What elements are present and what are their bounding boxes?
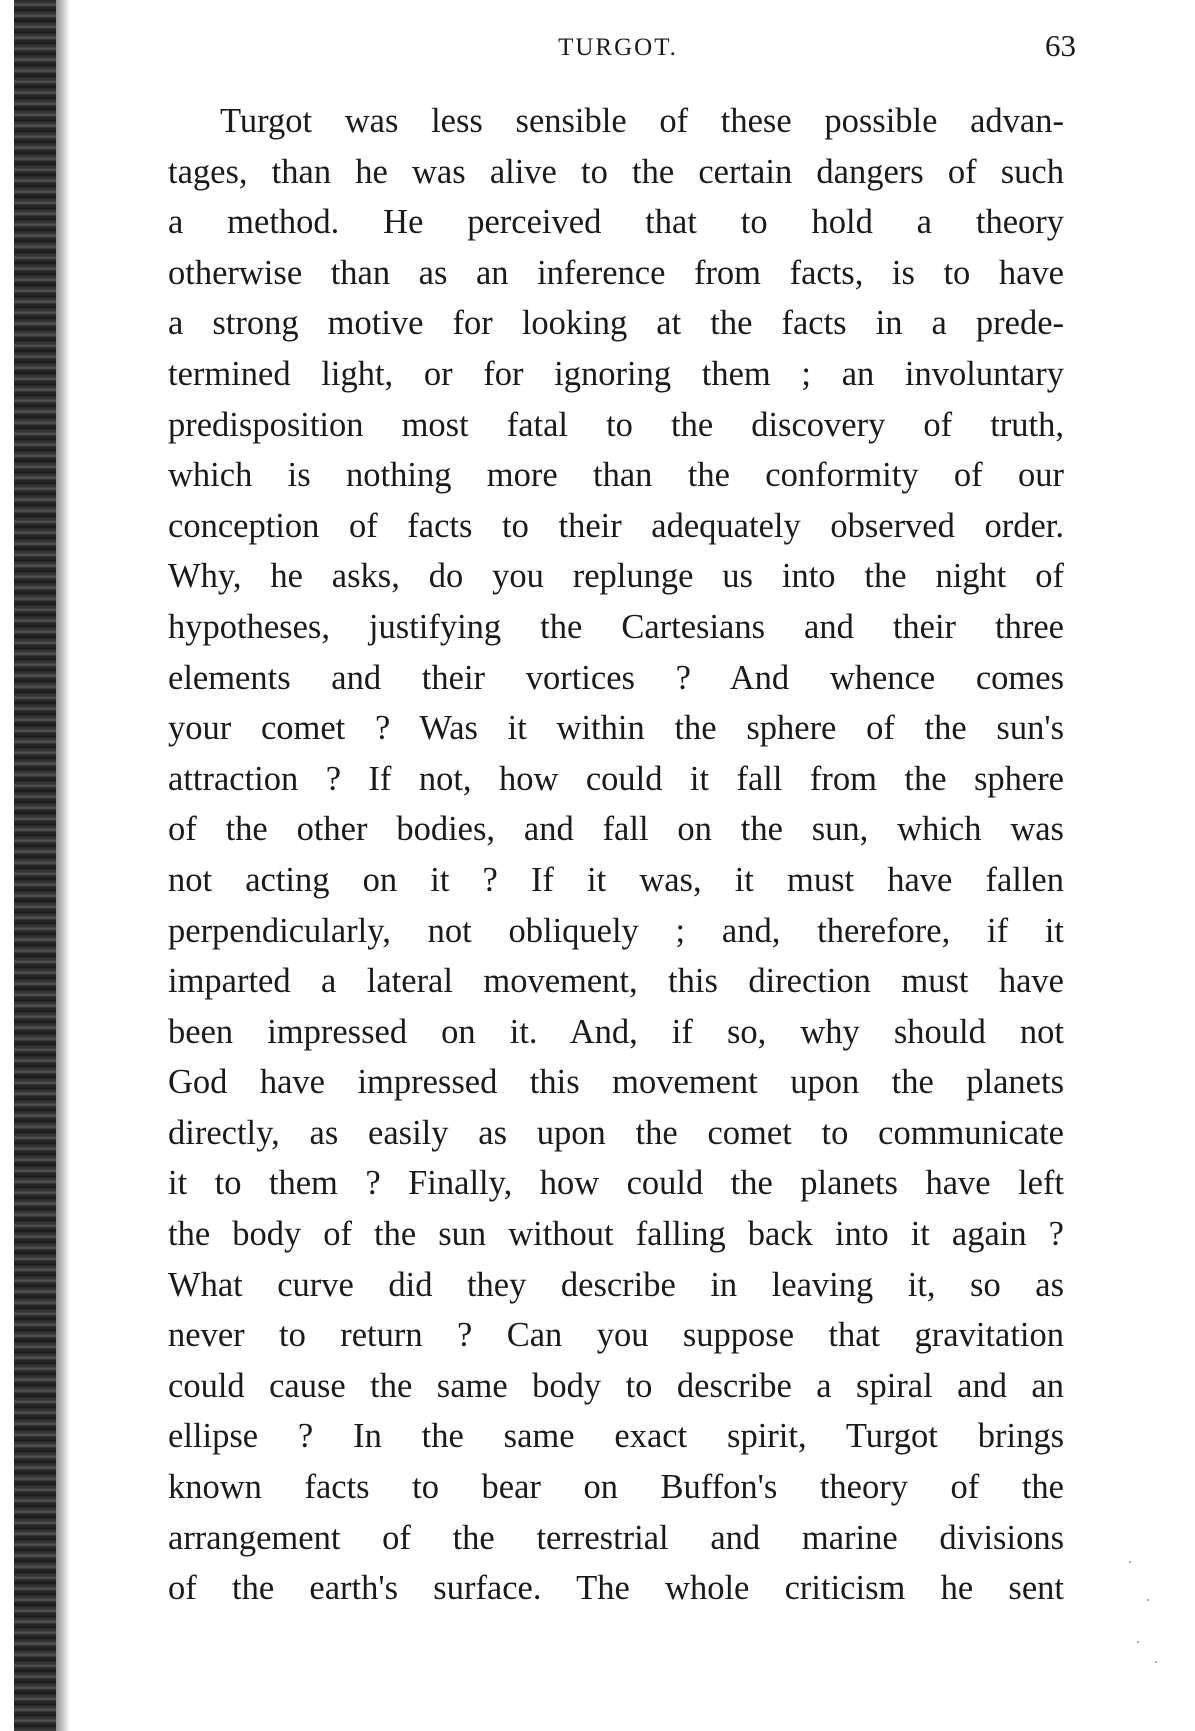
- text-line: directly, as easily as upon the comet to communicate: [168, 1113, 1064, 1152]
- body-text: [168, 96, 1064, 1614]
- text-line: imparted a lateral movement, this direction must have: [168, 962, 1064, 1001]
- text-line: of the earth's surface. The whole criticism he sent: [168, 1569, 1064, 1608]
- text-line: attraction ? If not, how could it fall from the sphere: [168, 759, 1064, 798]
- text-line: a strong motive for looking at the facts in a prede-: [168, 304, 1064, 343]
- text-line: a method. He perceived that to hold a theory: [168, 203, 1064, 242]
- text-line: it to them ? Finally, how could the planets have left: [168, 1164, 1064, 1203]
- running-title: TURGOT.: [558, 34, 678, 61]
- text-line: elements and their vortices ? And whence comes: [168, 658, 1064, 697]
- text-line: God have impressed this movement upon the planets: [168, 1063, 1064, 1102]
- binding-shadow: [56, 0, 70, 1731]
- text-line: not acting on it ? If it was, it must have fallen: [168, 860, 1064, 899]
- paper-specks: [1125, 1551, 1165, 1671]
- text-line: predisposition most fatal to the discovery of truth,: [168, 405, 1064, 444]
- text-line: hypotheses, justifying the Cartesians and their three: [168, 607, 1064, 646]
- text-line: could cause the same body to describe a spiral and an: [168, 1366, 1064, 1405]
- text-line: What curve did they describe in leaving it, so as: [168, 1265, 1064, 1304]
- text-line: of the other bodies, and fall on the sun, which was: [168, 810, 1064, 849]
- text-line: tages, than he was alive to the certain dangers of such: [168, 152, 1064, 191]
- text-line: ellipse ? In the same exact spirit, Turgot brings: [168, 1417, 1064, 1456]
- text-line: arrangement of the terrestrial and marine divisions: [168, 1518, 1064, 1557]
- text-line: perpendicularly, not obliquely ; and, therefore, if it: [168, 911, 1064, 950]
- text-line: conception of facts to their adequately observed order.: [168, 506, 1064, 545]
- text-line: Turgot was less sensible of these possible advan-: [220, 102, 1064, 140]
- page-number: 63: [1045, 28, 1076, 63]
- text-line: known facts to bear on Buffon's theory of the: [168, 1468, 1064, 1507]
- text-line: been impressed on it. And, if so, why should not: [168, 1012, 1064, 1051]
- text-line: the body of the sun without falling back into it again ?: [168, 1215, 1064, 1254]
- text-line: never to return ? Can you suppose that gravitation: [168, 1316, 1064, 1355]
- text-line: termined light, or for ignoring them ; an involuntary: [168, 354, 1064, 393]
- text-line: which is nothing more than the conformity of our: [168, 456, 1064, 495]
- running-head: [168, 28, 1076, 68]
- text-line: Why, he asks, do you replunge us into the night of: [168, 557, 1064, 596]
- text-line: otherwise than as an inference from facts, is to have: [168, 253, 1064, 292]
- binding-edge: [0, 0, 14, 1731]
- text-line: your comet ? Was it within the sphere of the sun's: [168, 709, 1064, 748]
